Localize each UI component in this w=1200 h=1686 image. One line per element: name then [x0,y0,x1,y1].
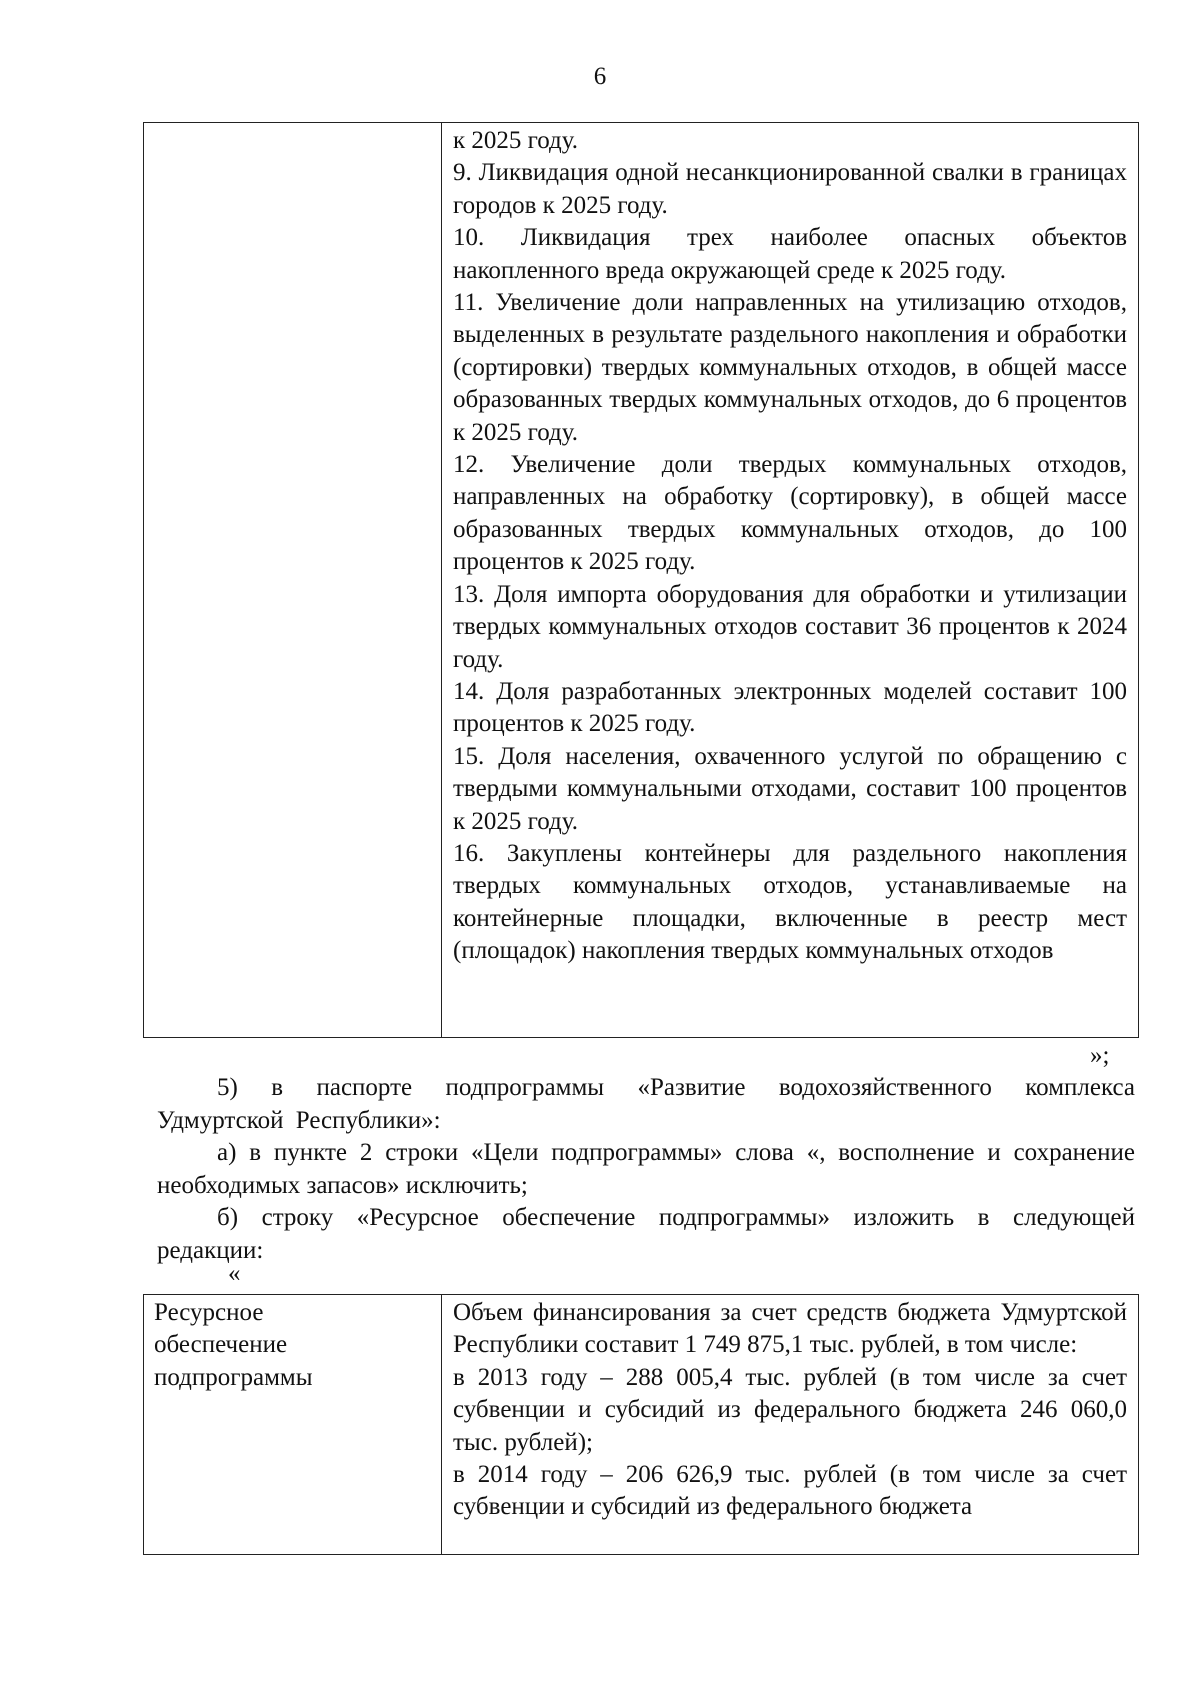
list-item: 10. Ликвидация трех наиболее опасных объектов накопленного вреда окружающей среде к 2025 году. [453,224,1127,284]
left-cell-text [144,123,441,127]
list-item: 16. Закуплены контейнеры для раздельного накопления твердых коммунальных отходов, устанавливаемые на контейнерные площадки, включенные в реестр мест (площадок) накопления твердых коммунальных отходов [453,839,1127,965]
table-row [144,123,1139,1038]
closing-quote: »; [1090,1042,1110,1069]
opening-quote: « [228,1260,241,1287]
table-row [144,1295,1139,1555]
row-header: Ресурсное обеспечение подпрограммы [154,1299,313,1391]
paragraph-5b: б) строку «Ресурсное обеспечение подпрограммы» изложить в следующей редакции: [157,1204,1135,1264]
list-item: 15. Доля населения, охваченного услугой по обращению с твердыми коммунальными отходами, составит 100 процентов к 2025 году. [453,742,1127,835]
list-item: 9. Ликвидация одной несанкционированной свалки в границах городов к 2025 году. [453,159,1127,219]
list-item: в 2014 году – 206 626,9 тыс. рублей (в том числе за счет субвенции и субсидий из федерального бюджета [453,1461,1127,1521]
amendment-text [157,1072,1135,1267]
table-right-cell [442,1295,1139,1555]
list-item: 12. Увеличение доли твердых коммунальных отходов, направленных на обработку (сортировку), в общей массе образованных твердых коммунальных отходов, до 100 процентов к 2025 году. [453,451,1127,576]
list-item: 13. Доля импорта оборудования для обработки и утилизации твердых коммунальных отходов составит 36 процентов к 2024 году. [453,580,1127,673]
page-number: 6 [593,63,607,90]
paragraph-5: 5) в паспорте подпрограммы «Развитие водохозяйственного комплекса Удмуртской Республики»: [157,1074,1135,1134]
list-item: к 2025 году. [453,127,579,154]
list-item: 14. Доля разработанных электронных моделей составит 100 процентов к 2025 году. [453,677,1127,738]
goals-table-continuation [143,122,1139,1038]
list-item: 11. Увеличение доли направленных на утилизацию отходов, выделенных в результате раздельного накопления и обработки (сортировки) твердых коммунальных отходов, в общей массе образованных твердых коммунальных отходов, до 6 процентов к 2025 году. [453,289,1127,446]
list-item: Объем финансирования за счет средств бюджета Удмуртской Республики составит 1 749 875,1 тыс. рублей, в том числе: [453,1299,1127,1359]
table-left-cell-empty [144,123,442,1038]
list-item: в 2013 году – 288 005,4 тыс. рублей (в том числе за счет субвенции и субсидий из федерального бюджета 246 060,0 тыс. рублей); [453,1363,1127,1456]
table-left-cell [144,1295,442,1555]
table-right-cell [442,123,1139,1038]
paragraph-5a: а) в пункте 2 строки «Цели подпрограммы» слова «, восполнение и сохранение необходимых запасов» исключить; [157,1139,1135,1199]
resource-table [143,1294,1139,1555]
